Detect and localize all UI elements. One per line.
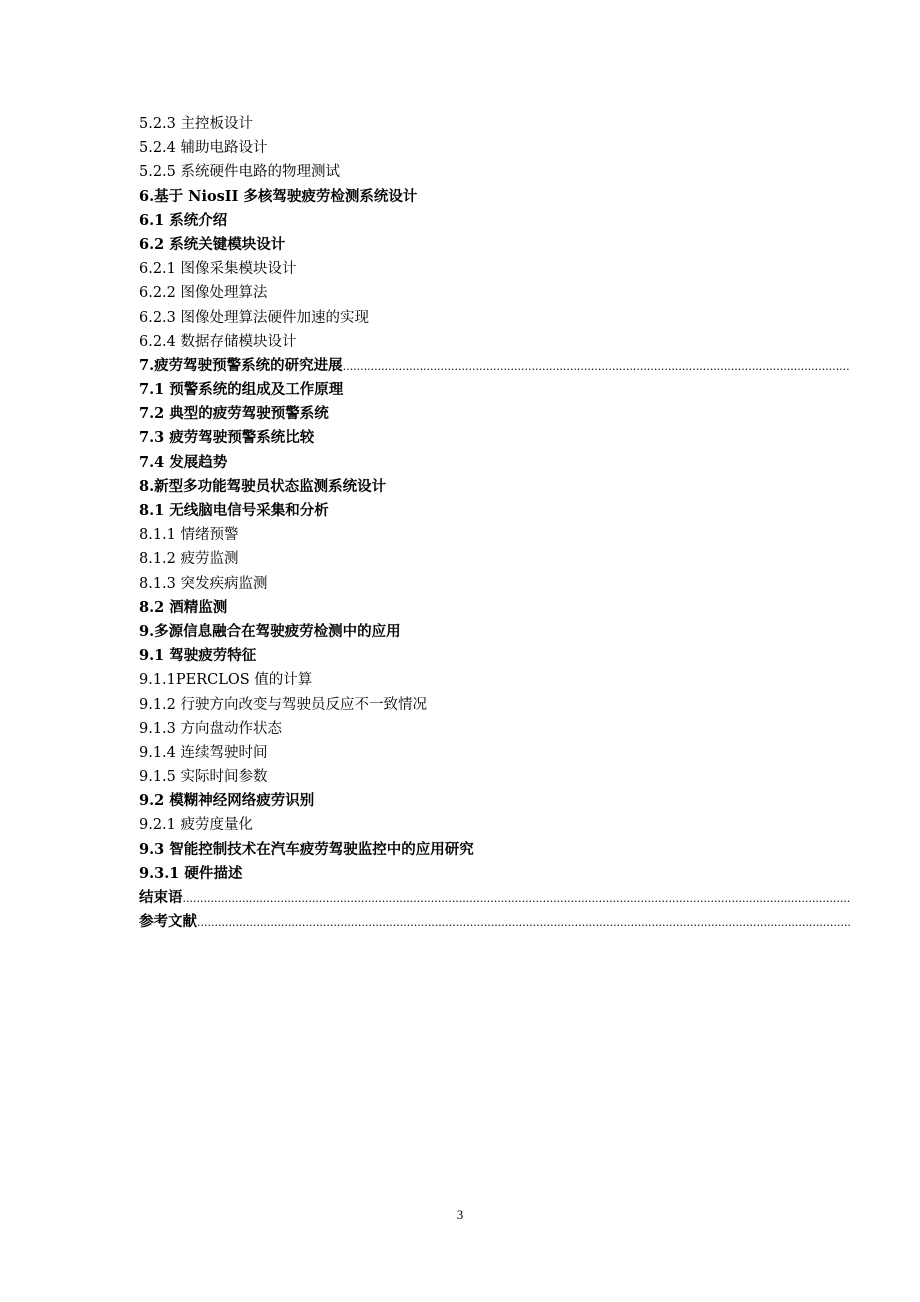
toc-entry[interactable] — [139, 765, 850, 789]
toc-entry-label: 5.2.4 辅助电路设计 — [139, 140, 268, 157]
toc-entry-label: 6.2 系统关键模块设计 — [139, 235, 286, 253]
toc-entry[interactable] — [139, 306, 850, 330]
toc-entry[interactable] — [139, 789, 850, 813]
toc-dot-leader — [343, 355, 850, 379]
toc-entry-label: 7.疲劳驾驶预警系统的研究进展 — [139, 356, 343, 374]
toc-entry[interactable] — [139, 330, 850, 354]
toc-entry-label: 7.4 发展趋势 — [139, 453, 228, 471]
toc-entry-label: 9.1.5 实际时间参数 — [139, 769, 268, 786]
toc-dot-leader — [183, 887, 851, 911]
toc-entry[interactable] — [139, 644, 850, 668]
toc-entry-label: 8.新型多功能驾驶员状态监测系统设计 — [139, 477, 387, 495]
toc-entry[interactable] — [139, 668, 850, 692]
toc-entry[interactable] — [139, 402, 850, 426]
toc-entry[interactable] — [139, 281, 850, 305]
toc-entry-label: 9.1.4 连续驾驶时间 — [139, 744, 268, 761]
toc-entry-label: 6.1 系统介绍 — [139, 211, 228, 229]
toc-entry[interactable] — [139, 426, 850, 450]
toc-entry-label: 9.1.2 行驶方向改变与驾驶员反应不一致情况 — [139, 696, 428, 713]
toc-entry-label: 9.1.1PERCLOS 值的计算 — [139, 672, 313, 689]
toc-entry[interactable] — [139, 233, 850, 257]
toc-entry-label: 9.3 智能控制技术在汽车疲劳驾驶监控中的应用研究 — [139, 840, 474, 858]
toc-entry[interactable] — [139, 160, 850, 184]
toc-entry-label: 6.2.1 图像采集模块设计 — [139, 261, 297, 278]
toc-entry[interactable] — [139, 862, 850, 886]
toc-entry[interactable] — [139, 354, 850, 378]
toc-entry-label: 5.2.3 主控板设计 — [139, 116, 254, 132]
toc-entry[interactable] — [139, 547, 850, 571]
toc-entry-label: 参考文献 — [139, 913, 197, 931]
toc-entry[interactable] — [139, 499, 850, 523]
toc-entry-label: 9.多源信息融合在驾驶疲劳检测中的应用 — [139, 622, 401, 640]
toc-entry[interactable] — [139, 257, 850, 281]
toc-entry[interactable] — [139, 209, 850, 233]
toc-entry[interactable] — [139, 572, 850, 596]
toc-entry-label: 6.2.2 图像处理算法 — [139, 285, 268, 302]
toc-entry-label: 8.1.1 情绪预警 — [139, 527, 239, 544]
toc-entry-label: 7.3 疲劳驾驶预警系统比较 — [139, 429, 315, 447]
toc-entry[interactable] — [139, 475, 850, 499]
toc-entry-label: 8.1.2 疲劳监测 — [139, 551, 239, 568]
toc-entry[interactable] — [139, 112, 850, 136]
toc-entry-label: 9.1 驾驶疲劳特征 — [139, 647, 257, 665]
page-number: 3 — [456, 1207, 464, 1222]
toc-entry[interactable] — [139, 693, 850, 717]
toc-entry[interactable] — [139, 910, 850, 934]
toc-entry[interactable] — [139, 523, 850, 547]
toc-entry-label: 8.2 酒精监测 — [139, 598, 228, 616]
toc-entry-label: 7.1 预警系统的组成及工作原理 — [139, 381, 344, 399]
toc-entry[interactable] — [139, 838, 850, 862]
toc-dot-leader — [197, 911, 850, 935]
toc-entry[interactable] — [139, 620, 850, 644]
toc-entry-label: 8.1.3 突发疾病监测 — [139, 575, 268, 592]
toc-entry-label: 7.2 典型的疲劳驾驶预警系统 — [139, 405, 329, 423]
toc-entry-label: 9.1.3 方向盘动作状态 — [139, 720, 283, 737]
toc-entry-label: 9.3.1 硬件描述 — [139, 864, 243, 882]
toc-entry-label: 9.2.1 疲劳度量化 — [139, 817, 254, 834]
toc-entry-label: 5.2.5 系统硬件电路的物理测试 — [139, 164, 341, 181]
toc-entry[interactable] — [139, 596, 850, 620]
toc-entry[interactable] — [139, 886, 850, 910]
toc-entry[interactable] — [139, 717, 850, 741]
toc-entry[interactable] — [139, 185, 850, 209]
toc-entry[interactable] — [139, 136, 850, 160]
table-of-contents — [139, 112, 850, 934]
toc-entry-label: 9.2 模糊神经网络疲劳识别 — [139, 792, 315, 810]
toc-entry-label: 6.基于 NiosII 多核驾驶疲劳检测系统设计 — [139, 187, 418, 205]
toc-entry-label: 结束语 — [139, 889, 183, 906]
toc-entry[interactable] — [139, 813, 850, 837]
toc-entry-label: 8.1 无线脑电信号采集和分析 — [139, 502, 329, 519]
toc-entry-label: 6.2.4 数据存储模块设计 — [139, 333, 297, 350]
toc-entry-label: 6.2.3 图像处理算法硬件加速的实现 — [139, 309, 370, 326]
toc-entry[interactable] — [139, 741, 850, 765]
toc-entry[interactable] — [139, 451, 850, 475]
toc-entry[interactable] — [139, 378, 850, 402]
